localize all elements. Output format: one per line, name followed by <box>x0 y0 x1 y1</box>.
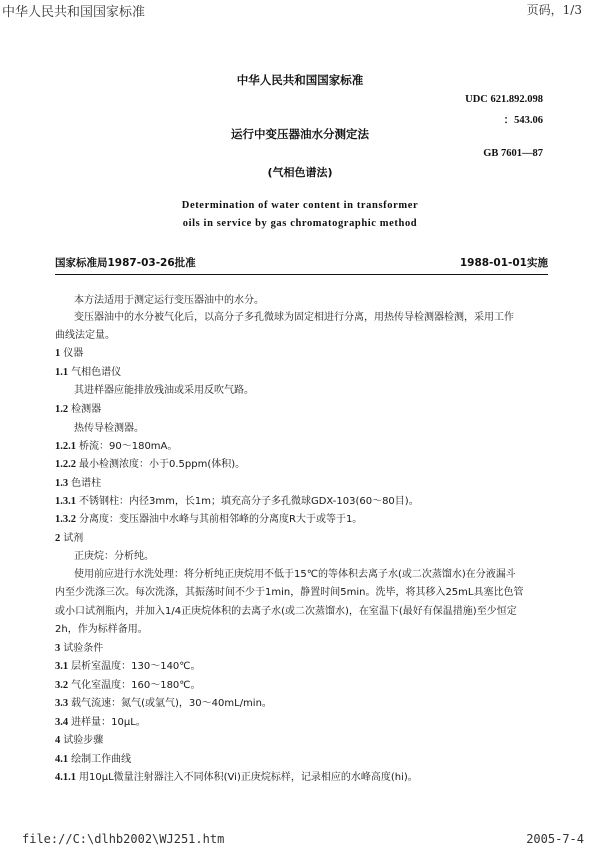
document-title: 运行中变压器油水分测定法 <box>231 127 369 141</box>
implementation-date: 1988-01-01实施 <box>459 257 548 269</box>
body-text-line <box>74 550 154 564</box>
udc-code-line2: ：543.06 <box>503 115 543 126</box>
body-text-line <box>55 329 115 343</box>
body-text-line <box>55 623 148 637</box>
line-text: 2h，作为标样备用。 <box>55 624 148 635</box>
line-text: 试验步骤 <box>63 735 104 746</box>
line-text: 其进样器应能排放残油或采用反吹气路。 <box>74 385 254 396</box>
section-line <box>55 495 419 509</box>
header-page-number: 页码，1/3 <box>526 3 582 17</box>
line-text: 仪器 <box>63 348 84 359</box>
section-line <box>55 513 362 527</box>
line-text: 不锈钢柱：内径3mm，长1m；填充高分子多孔微球GDX-103(60～80目)。 <box>79 496 419 507</box>
footer-print-date: 2005-7-4 <box>526 832 584 846</box>
line-text: 绘制工作曲线 <box>71 754 132 765</box>
line-text: 层析室温度：130～140℃。 <box>71 661 201 672</box>
english-title-line1: Determination of water content in transformer <box>181 200 419 211</box>
section-line <box>55 716 146 730</box>
line-text: 气相色谱仪 <box>71 367 122 378</box>
approval-date: 国家标准局1987-03-26批准 <box>55 257 196 269</box>
section-line <box>55 347 83 361</box>
section-line <box>55 532 83 546</box>
browser-print-footer <box>0 830 600 849</box>
line-text: 变压器油中的水分被气化后，以高分子多孔微球为固定相进行分离，用热传导检测器检测，采用工作 <box>74 312 514 323</box>
english-title-line2: oils in service by gas chromatographic method <box>182 218 418 229</box>
line-text: 热传导检测器。 <box>74 423 144 434</box>
footer-file-path: file://C:\dlhb2002\WJ251.htm <box>22 832 225 846</box>
section-number: 4.1 <box>55 754 69 765</box>
section-number: 1.3 <box>55 478 69 489</box>
section-number: 1.3.1 <box>55 496 76 507</box>
section-line <box>55 458 245 472</box>
line-text: 使用前应进行水洗处理：将分析纯正庚烷用不低于15℃的等体积去离子水(或二次蒸馏水)在分液漏斗 <box>74 569 516 580</box>
line-text: 检测器 <box>71 404 102 415</box>
section-number: 1.3.2 <box>55 514 76 525</box>
line-text: 用10μL微量注射器注入不同体积(Vi)正庚烷标样，记录相应的水峰高度(hi)。 <box>79 772 418 783</box>
approval-row <box>55 255 548 271</box>
section-number: 3 <box>55 643 61 654</box>
section-number: 2 <box>55 533 61 544</box>
header-page-title: 中华人民共和国国家标准 <box>2 5 146 20</box>
line-text: 分离度：变压器油中水峰与其前相邻峰的分离度R大于或等于1。 <box>79 514 363 525</box>
section-line <box>55 771 418 785</box>
section-line <box>55 679 201 693</box>
section-line <box>55 753 131 767</box>
section-line <box>55 477 101 491</box>
section-number: 1 <box>55 348 61 359</box>
section-line <box>55 660 201 674</box>
standard-name: 中华人民共和国国家标准 <box>236 73 364 87</box>
section-number: 3.1 <box>55 661 69 672</box>
header-divider <box>55 274 548 275</box>
line-text: 气化室温度：160～180℃。 <box>71 680 201 691</box>
section-number: 1.2 <box>55 404 69 415</box>
line-text: 正庚烷：分析纯。 <box>74 551 154 562</box>
line-text: 试剂 <box>63 533 84 544</box>
section-number: 1.2.2 <box>55 459 76 470</box>
body-text-line <box>55 605 517 619</box>
section-line <box>55 697 272 711</box>
line-text: 色谱柱 <box>71 478 102 489</box>
section-line <box>55 403 101 417</box>
line-text: 曲线法定量。 <box>55 330 115 341</box>
gb-number: GB 7601—87 <box>483 148 543 159</box>
line-text: 内至少洗涤三次。每次洗涤，其振荡时间不少于1min，静置时间5min。洗毕，将其移入25mL具塞比色管 <box>55 587 524 598</box>
body-text-line <box>74 294 264 308</box>
section-number: 3.2 <box>55 680 69 691</box>
section-line <box>55 734 103 748</box>
body-text-line <box>74 422 144 436</box>
section-number: 3.3 <box>55 698 69 709</box>
line-text: 本方法适用于测定运行变压器油中的水分。 <box>74 295 264 306</box>
body-text-line <box>55 586 523 600</box>
udc-code-line1: UDC 621.892.098 <box>465 94 543 105</box>
document-subtitle: (气相色谱法) <box>267 166 333 179</box>
line-text: 桥流：90～180mA。 <box>79 441 178 452</box>
section-line <box>55 642 103 656</box>
line-text: 载气流速：氮气(或氩气)，30～40mL/min。 <box>71 698 272 709</box>
section-line <box>55 440 177 454</box>
body-text-line <box>74 568 516 582</box>
section-number: 1.2.1 <box>55 441 76 452</box>
section-number: 1.1 <box>55 367 69 378</box>
body-text-line <box>74 311 514 325</box>
line-text: 进样量：10μL。 <box>71 717 146 728</box>
section-number: 4.1.1 <box>55 772 76 783</box>
body-text-line <box>74 384 254 398</box>
line-text: 试验条件 <box>63 643 104 654</box>
section-line <box>55 366 121 380</box>
line-text: 最小检测浓度：小于0.5ppm(体积)。 <box>79 459 246 470</box>
line-text: 或小口试剂瓶内，并加入1/4正庚烷体积的去离子水(或二次蒸馏水)，在室温下(最好有保温措施)至少恒定 <box>55 606 517 617</box>
section-number: 4 <box>55 735 61 746</box>
section-number: 3.4 <box>55 717 69 728</box>
